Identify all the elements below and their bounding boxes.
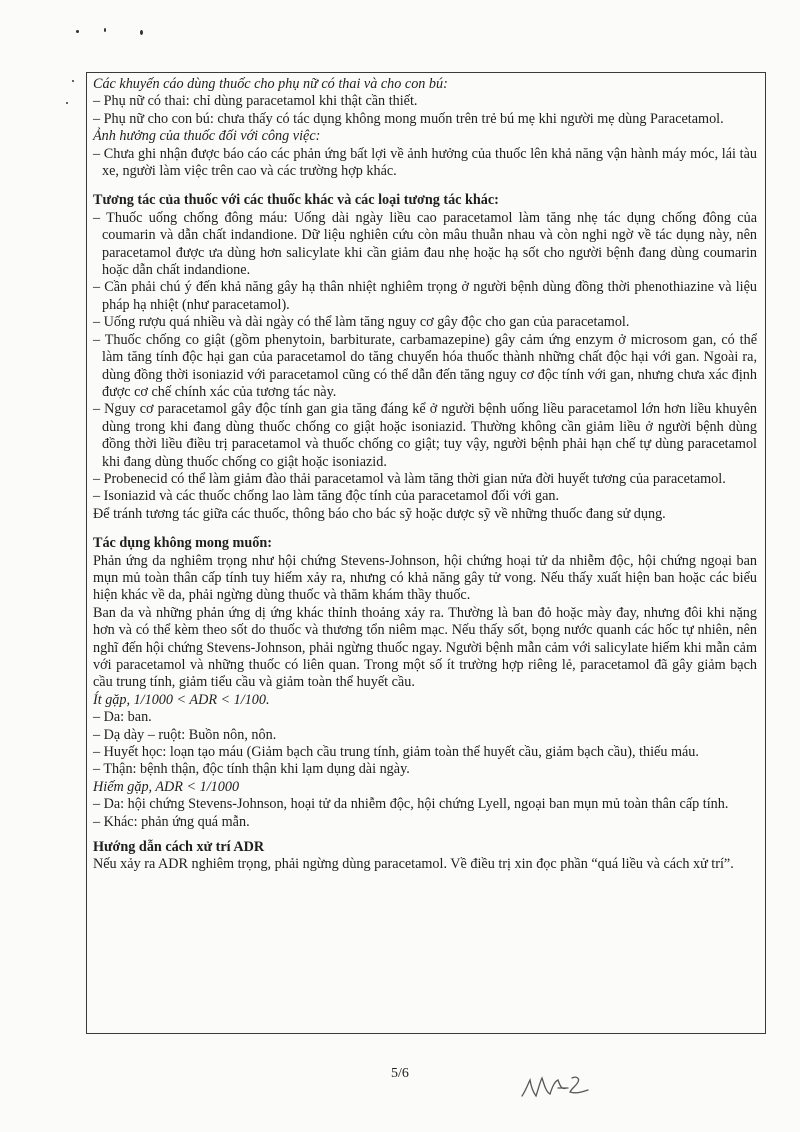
list-item: – Huyết học: loạn tạo máu (Giảm bạch cầu trung tính, giảm toàn thể huyết cầu, giảm bạch cầu), thiếu máu. xyxy=(93,744,699,761)
interactions-heading: Tương tác của thuốc với các thuốc khác và các loại tương tác khác: xyxy=(93,192,499,209)
list-item: – Dạ dày – ruột: Buồn nôn, nôn. xyxy=(93,726,277,743)
list-item: – Isoniazid và các thuốc chống lao làm tăng độc tính của paracetamol đối với gan. xyxy=(93,488,560,505)
scan-speck xyxy=(76,30,79,33)
scan-speck xyxy=(104,28,106,32)
list-item: – Nguy cơ paracetamol gây độc tính gan gia tăng đáng kể ở người bệnh uống liều paracetamol lớn hơn liều khuyên dùng trong khi đang dùng thuốc chống co giật hoặc isoniazid. Thường không cần giảm liều ở người bệnh dùng đồng thời liều điều trị paracetamol và thuốc chống co giật; tuy vậy, người bệnh phải hạn chế tự dùng paracetamol khi đang dùng thuốc chống co giật hoặc isoniazid. xyxy=(93,401,757,470)
uncommon-heading: Ít gặp, 1/1000 < ADR < 1/100. xyxy=(93,691,270,708)
adverse-paragraph-1: Phản ứng da nghiêm trọng như hội chứng Stevens-Johnson, hội chứng hoại tử da nhiễm độc, hội chứng ngoại ban mụn mủ toàn thân cấp tính tuy hiếm xảy ra, nhưng có khả năng gây tử vong. Nếu thấy xuất hiện ban hoặc các biểu hiện khác về da, phải ngừng dùng thuốc và thăm khám thầy thuốc. xyxy=(93,552,757,604)
scan-speck xyxy=(72,80,74,82)
list-item: – Phụ nữ có thai: chỉ dùng paracetamol khi thật cần thiết. xyxy=(93,93,418,110)
list-item: – Phụ nữ cho con bú: chưa thấy có tác dụng không mong muốn trên trẻ bú mẹ khi người mẹ dùng Paracetamol. xyxy=(93,110,724,127)
scan-speck xyxy=(140,30,143,35)
adverse-paragraph-2: Ban da và những phản ứng dị ứng khác thỉnh thoảng xảy ra. Thường là ban đỏ hoặc mày đay, nhưng đôi khi nặng hơn và có thể kèm theo sốt do thuốc và thương tổn niêm mạc. Nếu thấy sốt, bọng nước quanh các hốc tự nhiên, nên nghĩ đến hội chứng Stevens-Johnson, phải ngừng thuốc ngay. Người bệnh mẫn cảm với salicylate hiếm khi mẫn cảm với paracetamol và những thuốc có liên quan. Trong một số ít trường hợp riêng lẻ, paracetamol đã gây giảm bạch cầu trung tính, giảm tiểu cầu và giảm toàn thể huyết cầu. xyxy=(93,604,757,691)
work-heading: Ảnh hưởng của thuốc đối với công việc: xyxy=(93,128,321,145)
interactions-note: Để tránh tương tác giữa các thuốc, thông báo cho bác sỹ hoặc dược sỹ về những thuốc đang sử dụng. xyxy=(93,505,666,522)
list-item: – Cần phải chú ý đến khả năng gây hạ thân nhiệt nghiêm trọng ở người bệnh dùng đồng thời phenothiazine và liệu pháp hạ nhiệt (như paracetamol). xyxy=(93,279,757,313)
list-item: – Khác: phản ứng quá mẫn. xyxy=(93,813,250,830)
list-item: – Da: ban. xyxy=(93,709,152,726)
adverse-section xyxy=(93,535,757,831)
signature-scribble xyxy=(518,1068,598,1102)
adr-handling-text: Nếu xảy ra ADR nghiêm trọng, phải ngừng dùng paracetamol. Về điều trị xin đọc phần “quá liều và cách xử trí”. xyxy=(93,856,734,873)
list-item: – Thận: bệnh thận, độc tính thận khi lạm dụng dài ngày. xyxy=(93,761,410,778)
adr-handling-heading: Hướng dẫn cách xử trí ADR xyxy=(93,839,265,856)
list-item: – Da: hội chứng Stevens-Johnson, hoại tử da nhiễm độc, hội chứng Lyell, ngoại ban mụn mủ toàn thân cấp tính. xyxy=(93,796,729,813)
pregnancy-heading: Các khuyến cáo dùng thuốc cho phụ nữ có thai và cho con bú: xyxy=(93,76,448,92)
interactions-section xyxy=(93,192,757,523)
list-item: – Uống rượu quá nhiều và dài ngày có thể làm tăng nguy cơ gây độc cho gan của paracetamol. xyxy=(93,314,630,331)
pregnancy-section xyxy=(93,76,757,180)
adr-handling-section xyxy=(93,839,757,874)
list-item: – Thuốc chống co giật (gồm phenytoin, barbiturate, carbamazepine) gây cảm ứng enzym ở microsom gan, có thể làm tăng tính độc hại gan của paracetamol do tăng chuyển hóa thuốc thành những chất độc hại với gan. Ngoài ra, dùng đồng thời isoniazid với paracetamol cũng có thể dẫn đến tăng nguy cơ độc tính với gan, nhưng chưa xác định được cơ chế chính xác của tương tác này. xyxy=(93,331,757,400)
list-item: – Probenecid có thể làm giảm đào thải paracetamol và làm tăng thời gian nửa đời huyết tương của paracetamol. xyxy=(93,470,726,487)
list-item: – Chưa ghi nhận được báo cáo các phản ứng bất lợi về ảnh hưởng của thuốc lên khả năng vận hành máy móc, lái tàu xe, người làm việc trên cao và các trường hợp khác. xyxy=(93,145,757,180)
scan-speck xyxy=(66,102,68,104)
rare-heading: Hiếm gặp, ADR < 1/1000 xyxy=(93,778,240,795)
adverse-heading: Tác dụng không mong muốn: xyxy=(93,535,272,552)
signature xyxy=(518,1068,598,1107)
page-number: 5/6 xyxy=(391,1066,409,1081)
document-frame xyxy=(86,72,766,1034)
list-item: – Thuốc uống chống đông máu: Uống dài ngày liều cao paracetamol làm tăng nhẹ tác dụng chống đông của coumarin và dẫn chất indandione. Dữ liệu nghiên cứu còn mâu thuẫn nhau và còn nghi ngờ về tác dụng này, nên paracetamol được ưa dùng hơn salicylate khi cần giảm đau nhẹ hoặc hạ sốt cho người bệnh đang dùng coumarin hoặc dẫn chất indandione. xyxy=(93,209,757,279)
